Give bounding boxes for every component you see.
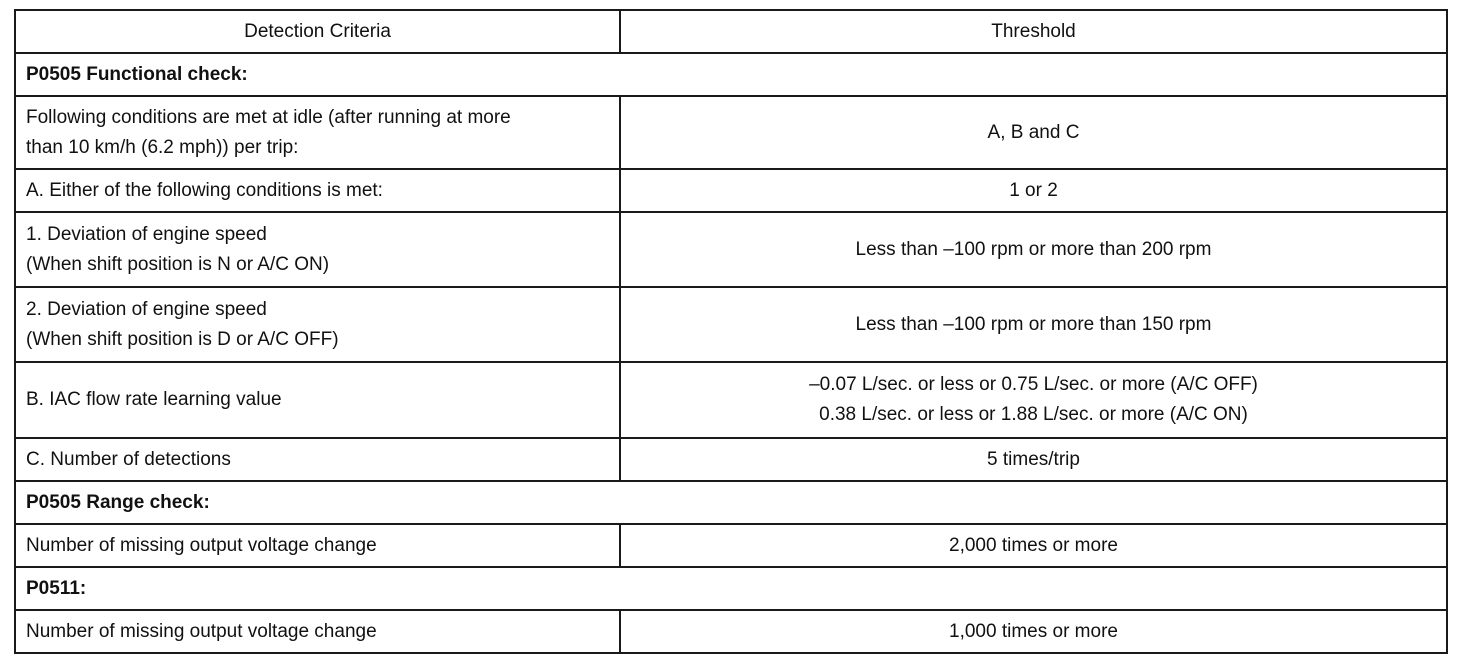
criteria-line: Number of missing output voltage change [26,620,377,642]
criteria-line: (When shift position is N or A/C ON) [26,253,330,275]
section-label: P0505 Functional check: [15,53,1447,96]
table-row [15,169,1447,212]
threshold-cell [620,362,1447,438]
criteria-line: Number of missing output voltage change [26,534,377,556]
threshold-line: Less than –100 rpm or more than 200 rpm [855,238,1212,260]
header-threshold: Threshold [620,10,1447,53]
table-row [15,438,1447,481]
header-row [15,10,1447,53]
criteria-cell [15,169,620,212]
threshold-cell [620,438,1447,481]
threshold-cell [620,212,1447,287]
threshold-cell [620,96,1447,169]
criteria-cell [15,362,620,438]
threshold-cell [620,287,1447,362]
threshold-cell [620,610,1447,653]
threshold-line: A, B and C [987,121,1080,143]
table-row [15,362,1447,438]
criteria-line: than 10 km/h (6.2 mph)) per trip: [26,136,299,158]
criteria-line: (When shift position is D or A/C OFF) [26,328,339,350]
criteria-cell [15,524,620,567]
criteria-cell [15,610,620,653]
threshold-cell [620,169,1447,212]
criteria-line: 2. Deviation of engine speed [26,298,267,320]
detection-criteria-table [14,9,1448,654]
threshold-line: 2,000 times or more [949,534,1118,556]
criteria-cell [15,438,620,481]
threshold-line: Less than –100 rpm or more than 150 rpm [855,313,1212,335]
table-row [15,96,1447,169]
threshold-line: 1,000 times or more [949,620,1118,642]
threshold-line: –0.07 L/sec. or less or 0.75 L/sec. or more (A/C OFF) [809,374,1258,395]
threshold-cell [620,524,1447,567]
threshold-line: 1 or 2 [1009,179,1058,201]
header-detection-criteria: Detection Criteria [15,10,620,53]
table-row [15,212,1447,287]
section-row [15,481,1447,524]
table-row [15,287,1447,362]
criteria-line: 1. Deviation of engine speed [26,223,267,245]
section-label: P0511: [15,567,1447,610]
criteria-line: C. Number of detections [26,448,231,470]
criteria-cell [15,287,620,362]
threshold-line: 5 times/trip [987,448,1080,470]
section-row [15,567,1447,610]
threshold-line: 0.38 L/sec. or less or 1.88 L/sec. or more (A/C ON) [819,404,1248,425]
criteria-cell [15,96,620,169]
section-label: P0505 Range check: [15,481,1447,524]
criteria-line: A. Either of the following conditions is met: [26,179,383,201]
criteria-cell [15,212,620,287]
section-row [15,53,1447,96]
criteria-line: B. IAC flow rate learning value [26,389,282,410]
criteria-line: Following conditions are met at idle (after running at more [26,106,511,128]
table-row [15,610,1447,653]
table-row [15,524,1447,567]
